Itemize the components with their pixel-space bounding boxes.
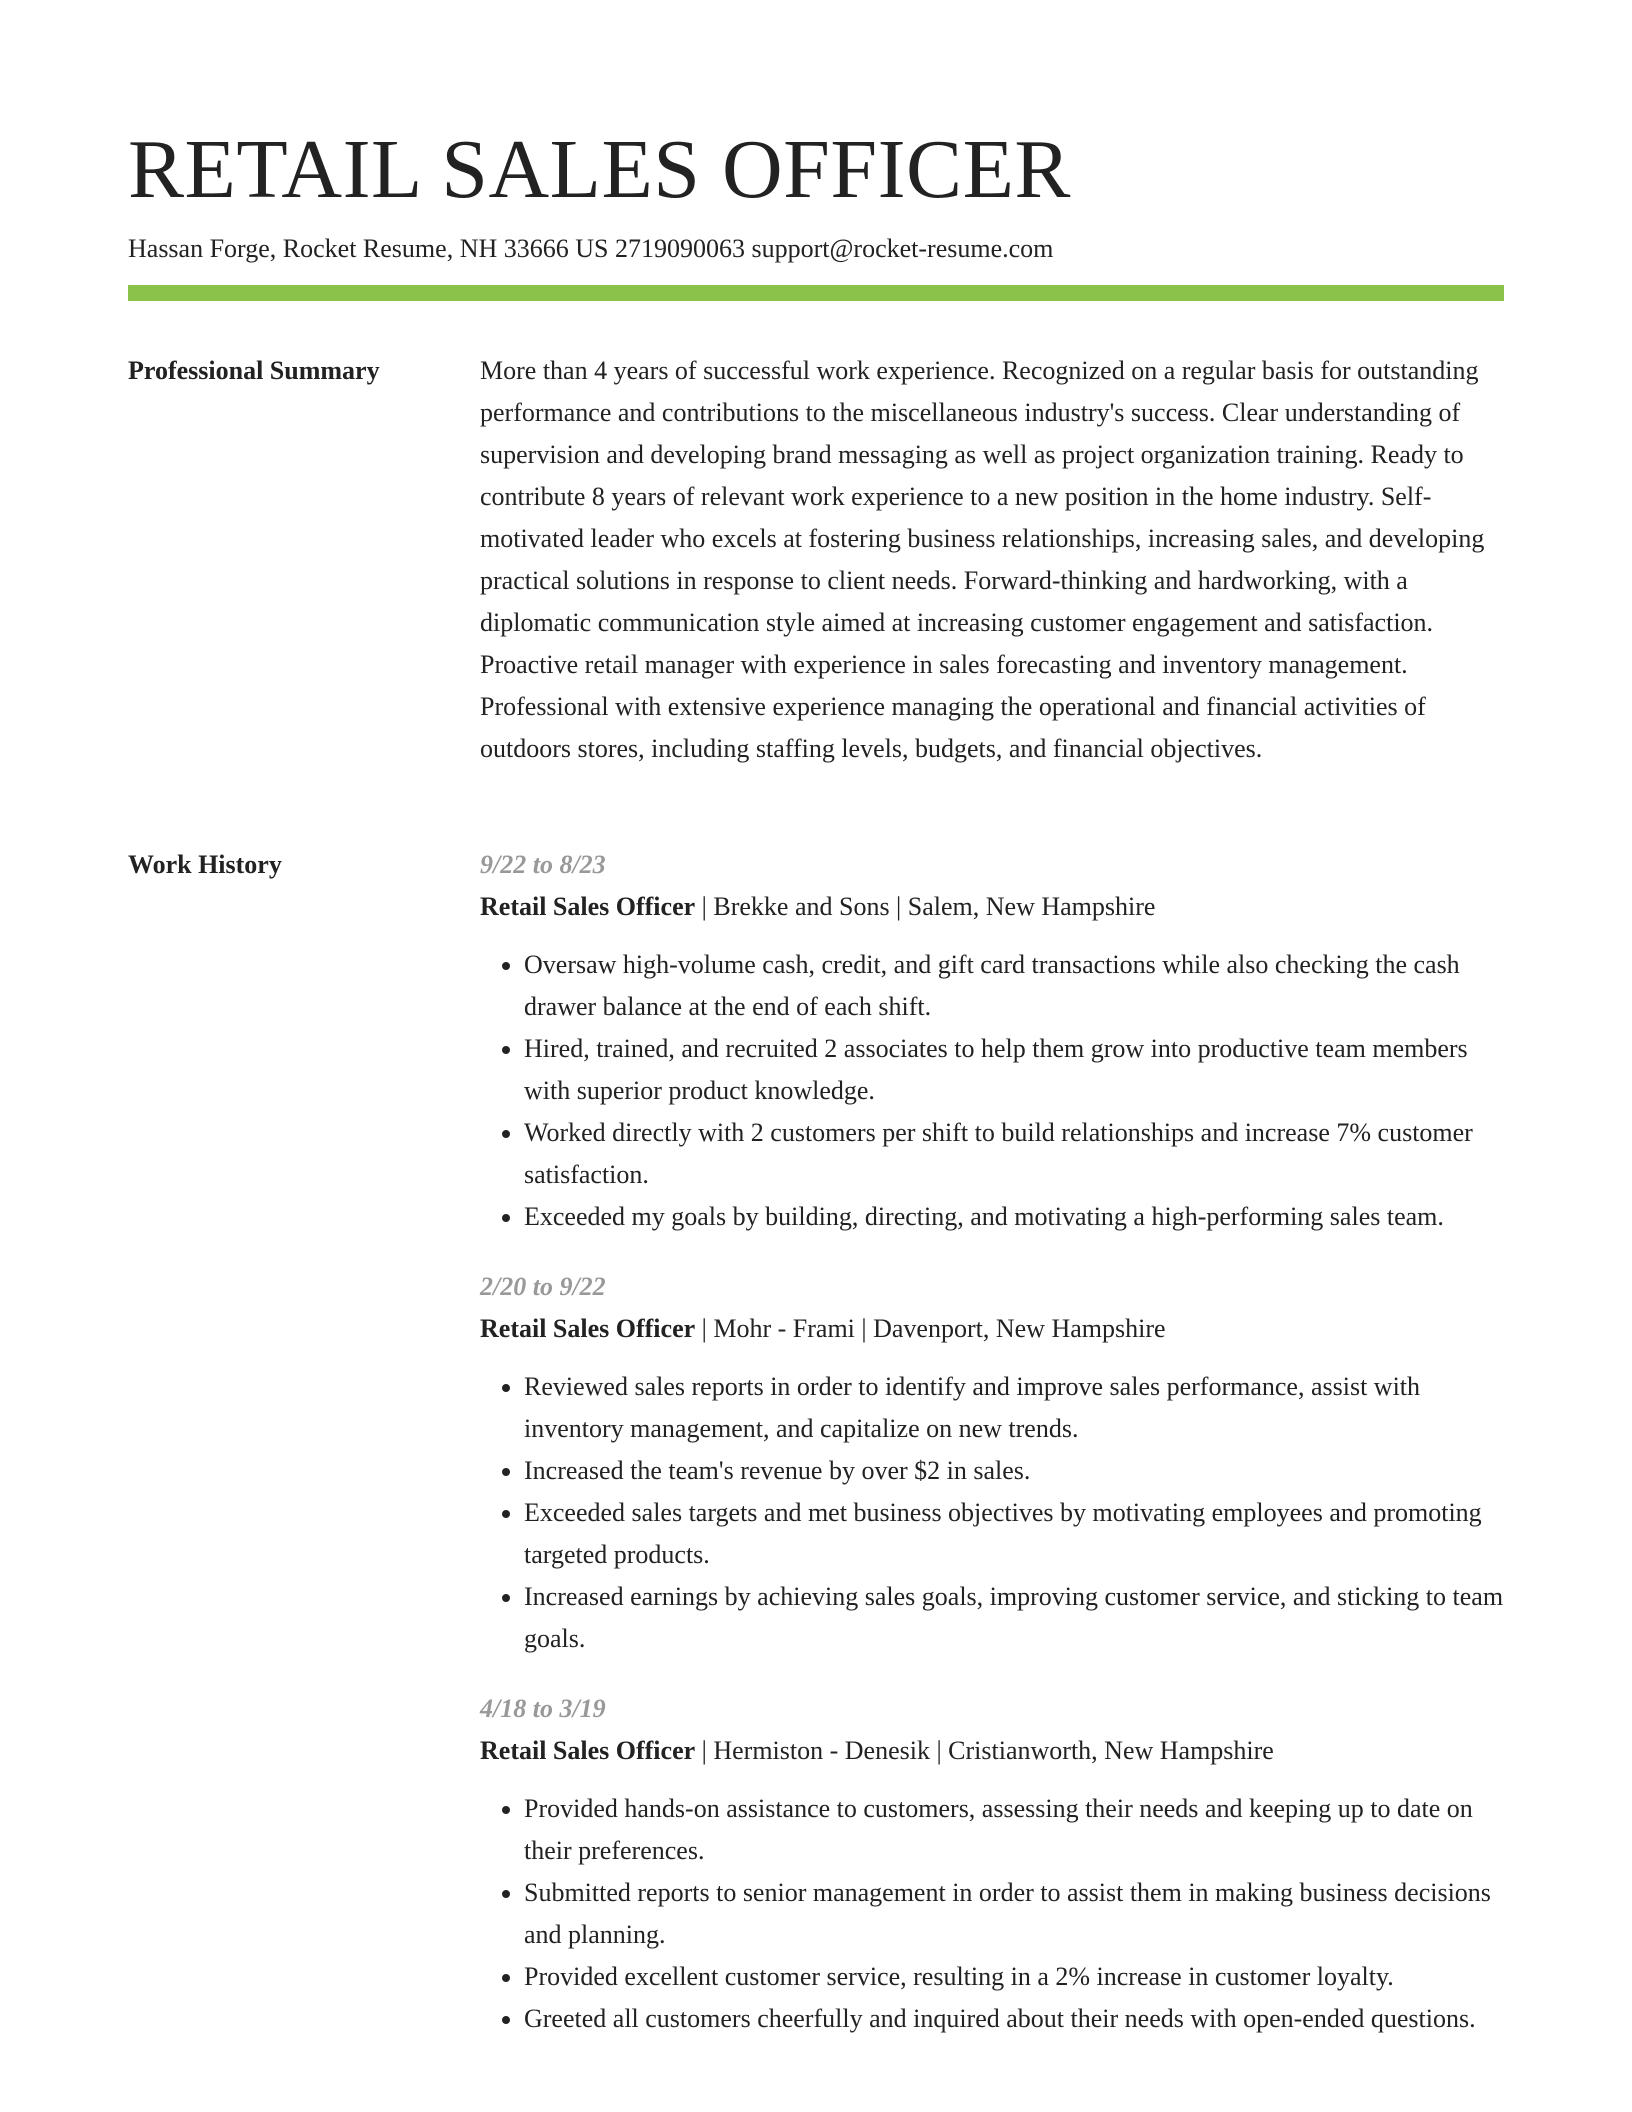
resume-title: RETAIL SALES OFFICER (128, 123, 1071, 216)
job-bullet: • Provided hands-on assistance to customers, assessing their needs and keeping up to date on their preferences. (524, 1788, 1504, 1872)
job-heading (480, 1308, 1504, 1350)
summary-text: More than 4 years of successful work experience. Recognized on a regular basis for outstanding performance and contributions to the miscellaneous industry's success. Clear understanding of supervision and developing brand messaging as well as project organization training. Ready to contribute 8 years of relevant work experience to a new position in the home industry. Self-motivated leader who excels at fostering business relationships, increasing sales, and developing practical solutions in response to client needs. Forward-thinking and hardworking, with a diplomatic communication style aimed at increasing customer engagement and satisfaction. Proactive retail manager with experience in sales forecasting and inventory management. Professional with extensive experience managing the operational and financial activities of outdoors stores, including staffing levels, budgets, and financial objectives. (480, 356, 1485, 763)
job-bullets (480, 1366, 1504, 1660)
job-bullet: • Provided excellent customer service, resulting in a 2% increase in customer loyalty. (524, 1956, 1504, 1998)
section-heading-summary: Professional Summary (128, 356, 380, 385)
job-dates: 9/22 to 8/23 (480, 850, 606, 879)
job-bullets (480, 944, 1504, 1238)
contact-info: Hassan Forge, Rocket Resume, NH 33666 US 2719090063 support@rocket-resume.com (128, 234, 1054, 263)
job-bullet: • Increased earnings by achieving sales goals, improving customer service, and sticking to team goals. (524, 1576, 1504, 1660)
job-entry (480, 844, 1504, 1238)
job-bullet: • Reviewed sales reports in order to identify and improve sales performance, assist with inventory management, and capitalize on new trends. (524, 1366, 1504, 1450)
job-title: Retail Sales Officer (480, 1736, 696, 1765)
work-history-body (480, 844, 1504, 2068)
job-bullets (480, 1788, 1504, 2040)
job-entry (480, 1688, 1504, 2040)
job-bullet: • Submitted reports to senior management in order to assist them in making business decisions and planning. (524, 1872, 1504, 1956)
job-dates: 2/20 to 9/22 (480, 1272, 606, 1301)
job-heading (480, 1730, 1504, 1772)
job-bullet: • Greeted all customers cheerfully and inquired about their needs with open-ended questions. (524, 1998, 1504, 2040)
job-employer-location: | Brekke and Sons | Salem, New Hampshire (695, 892, 1156, 921)
job-bullet: • Oversaw high-volume cash, credit, and gift card transactions while also checking the cash drawer balance at the end of each shift. (524, 944, 1504, 1028)
job-bullet: • Increased the team's revenue by over $2 in sales. (524, 1450, 1504, 1492)
job-title: Retail Sales Officer (480, 1314, 696, 1343)
job-bullet: • Exceeded my goals by building, directing, and motivating a high-performing sales team. (524, 1196, 1504, 1238)
job-title: Retail Sales Officer (480, 892, 696, 921)
job-heading (480, 886, 1504, 928)
job-dates: 4/18 to 3/19 (480, 1694, 606, 1723)
job-employer-location: | Hermiston - Denesik | Cristianworth, New Hampshire (695, 1736, 1274, 1765)
header-divider (128, 285, 1504, 301)
job-bullet: • Hired, trained, and recruited 2 associates to help them grow into productive team members with superior product knowledge. (524, 1028, 1504, 1112)
job-bullet: • Exceeded sales targets and met business objectives by motivating employees and promoting targeted products. (524, 1492, 1504, 1576)
section-heading-work-history: Work History (128, 850, 282, 879)
job-employer-location: | Mohr - Frami | Davenport, New Hampshire (695, 1314, 1166, 1343)
job-entry (480, 1266, 1504, 1660)
job-bullet: • Worked directly with 2 customers per shift to build relationships and increase 7% customer satisfaction. (524, 1112, 1504, 1196)
summary-body (480, 350, 1504, 770)
